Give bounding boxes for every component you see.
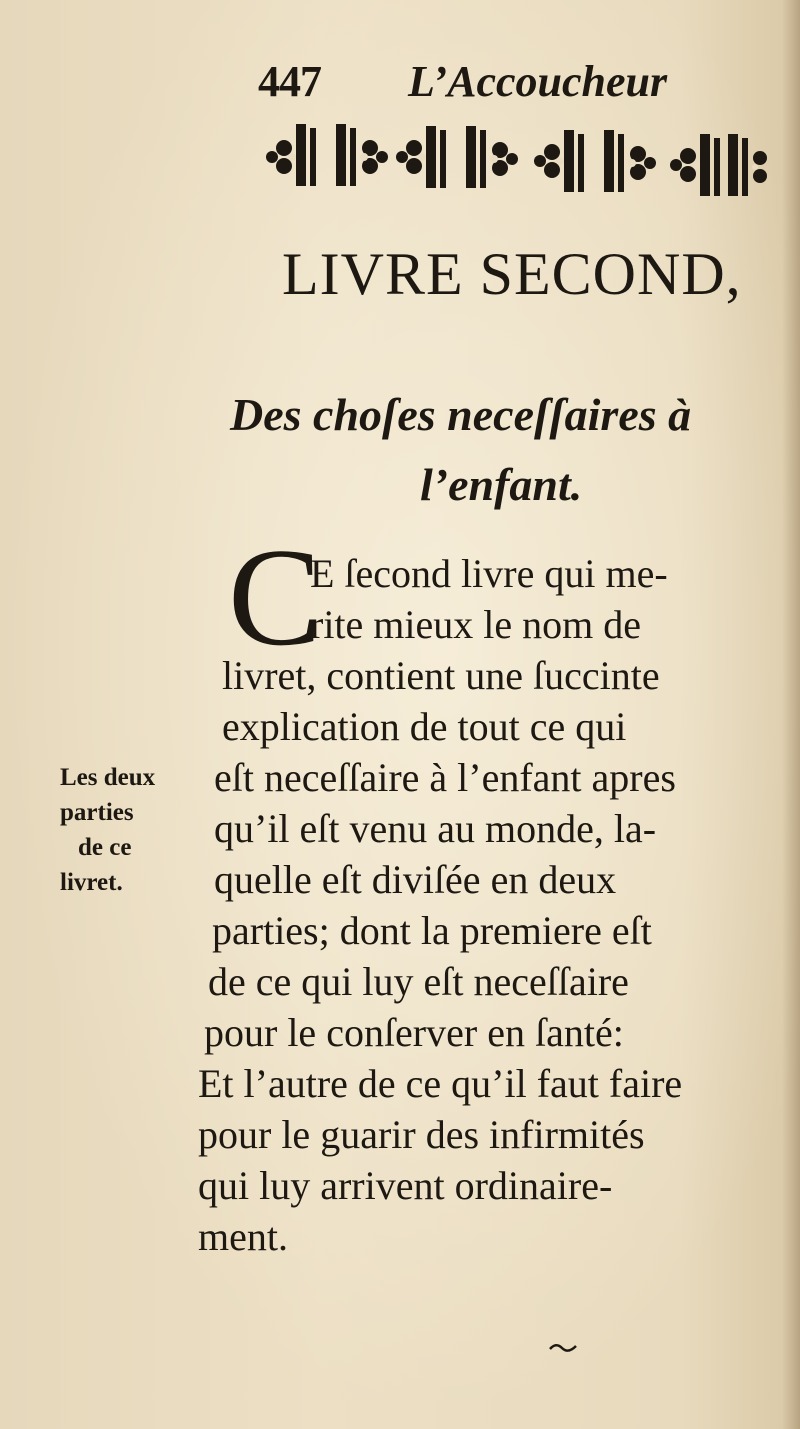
body-line: Et l’autre de ce qu’il faut faire [198,1061,683,1106]
running-title: L’Accoucheur [408,57,668,106]
marginal-note-line: parties [60,799,134,826]
body-line: pour le guarir des infirmités [198,1112,645,1157]
body-line: rite mieux le nom de [310,602,642,647]
body-line: quelle eſt diviſée en deux [214,857,617,902]
marginal-note [60,760,210,900]
body-line: qui luy arrivent ordinaire- [198,1163,613,1208]
body-line: de ce qui luy eſt neceſſaire [208,959,629,1004]
chapter-subtitle [230,380,790,520]
body-text [198,548,768,1262]
subtitle-line: Des choſes neceſſaires à [230,389,692,440]
marginal-note-line: de ce [78,834,132,861]
page-edge-shadow [782,0,800,1429]
body-line: parties; dont la premiere eſt [212,908,652,953]
body-line: qu’il eſt venu au monde, la- [214,806,657,851]
body-line: pour le conſerver en ſanté: [204,1010,624,1055]
marginal-note-line: Les deux [60,764,156,791]
drop-cap: C [228,520,322,675]
book-title: LIVRE SECOND, [282,241,742,307]
fleuron-band-icon [262,118,777,206]
body-line: E ſecond livre qui me- [310,551,668,596]
signature-mark-icon [548,1340,578,1354]
marginal-note-line: livret. [60,869,123,896]
body-line: livret, contient une ſuccinte [222,653,660,698]
subtitle-line: l’enfant. [420,459,583,510]
page-header [258,56,718,116]
body-line: ment. [198,1214,288,1259]
body-line: explication de tout ce qui [222,704,627,749]
body-line: eſt neceſſaire à l’enfant apres [214,755,676,800]
page-number: 447 [258,57,321,106]
